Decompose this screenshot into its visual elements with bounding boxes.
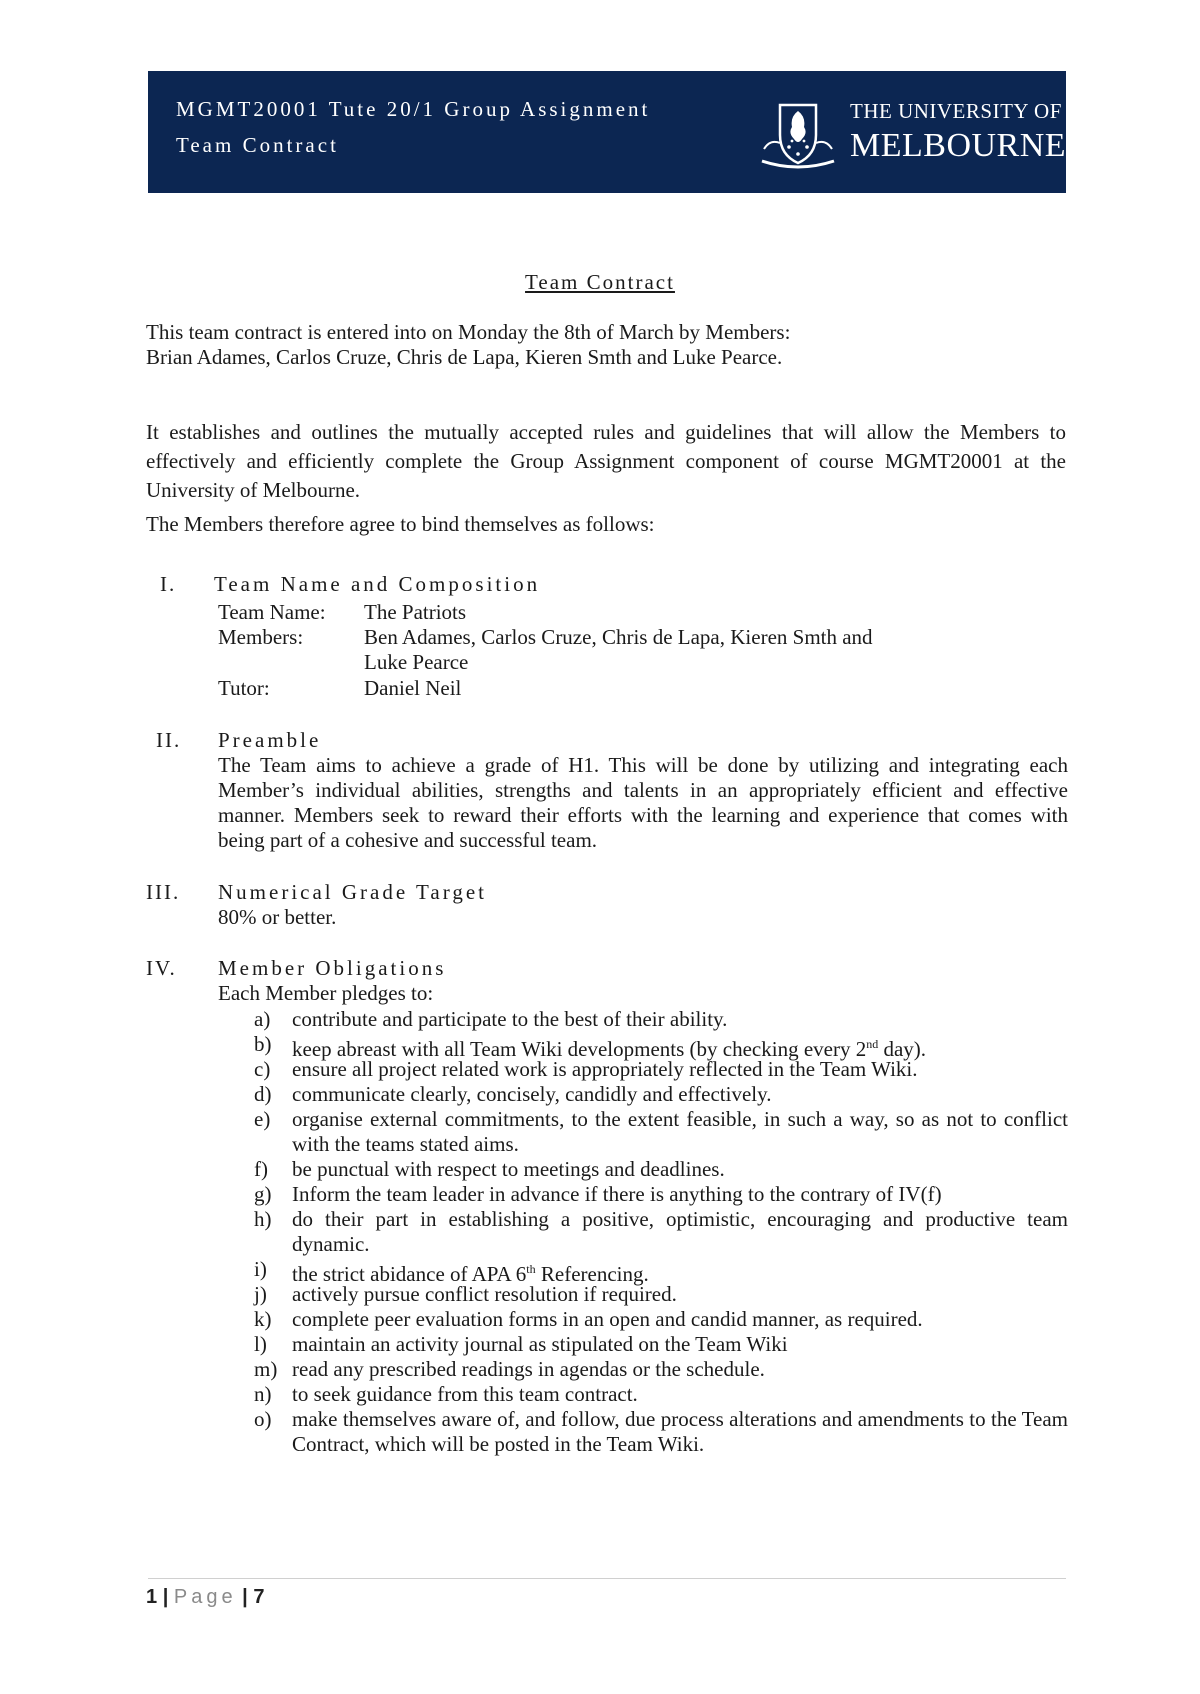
list-item: to seek guidance from this team contract. <box>292 1382 638 1406</box>
footer-divider <box>148 1578 1066 1579</box>
list-item: organise external commitments, to the extent feasible, in such a way, so as not to conflict with the teams stated aims. <box>292 1107 1068 1156</box>
tutor-value: Daniel Neil <box>364 676 462 700</box>
intro-paragraph: It establishes and outlines the mutually accepted rules and guidelines that will allow the Members to effectively and efficiently complete the Group Assignment component of course MGMT20001 at the University of Melbourne. <box>146 420 1066 502</box>
footer-separator: | <box>162 1586 169 1608</box>
list-item-letter: m) <box>254 1357 278 1381</box>
section-2-number: II. <box>156 728 182 752</box>
university-label: THE UNIVERSITY OF <box>850 99 1062 123</box>
intro-lead: The Members therefore agree to bind themselves as follows: <box>146 512 655 536</box>
list-item: Inform the team leader in advance if there is anything to the contrary of IV(f) <box>292 1182 942 1206</box>
section-3-title: Numerical Grade Target <box>218 880 487 904</box>
footer-separator: | <box>242 1586 248 1608</box>
section-4-number: IV. <box>146 956 177 980</box>
list-item-letter: b) <box>254 1032 272 1056</box>
section-4-title: Member Obligations <box>218 956 447 980</box>
list-item: complete peer evaluation forms in an open and candid manner, as required. <box>292 1307 923 1331</box>
team-name-label: Team Name: <box>218 600 326 624</box>
header-doc-line: Team Contract <box>176 133 339 157</box>
page-word: Page <box>173 1586 237 1608</box>
list-item-letter: l) <box>254 1332 267 1356</box>
list-item: contribute and participate to the best of their ability. <box>292 1007 728 1031</box>
list-item: communicate clearly, concisely, candidly and effectively. <box>292 1082 772 1106</box>
list-item-letter: o) <box>254 1407 272 1431</box>
header-banner <box>148 71 1066 193</box>
list-item: make themselves aware of, and follow, due process alterations and amendments to the Team Contract, which will be posted in the Team Wiki. <box>292 1407 1068 1456</box>
list-item-letter: j) <box>254 1282 267 1306</box>
list-item: read any prescribed readings in agendas or the schedule. <box>292 1357 765 1381</box>
header-course-line: MGMT20001 Tute 20/1 Group Assignment <box>176 97 651 121</box>
list-item-letter: n) <box>254 1382 272 1406</box>
section-3-number: III. <box>146 880 181 904</box>
list-item-letter: f) <box>254 1157 268 1181</box>
list-item-letter: i) <box>254 1257 267 1281</box>
list-item: be punctual with respect to meetings and deadlines. <box>292 1157 725 1181</box>
section-1-number: I. <box>160 572 177 596</box>
document-title-text: Team Contract <box>525 270 675 294</box>
list-item-text: keep abreast with all Team Wiki developments (by checking every 2 <box>292 1037 867 1061</box>
section-4-lead: Each Member pledges to: <box>218 981 434 1005</box>
list-item: maintain an activity journal as stipulated on the Team Wiki <box>292 1332 788 1356</box>
list-item-letter: a) <box>254 1007 271 1031</box>
ordinal-suffix: th <box>526 1262 536 1276</box>
page-footer <box>146 1586 264 1609</box>
university-crest-icon <box>760 99 836 169</box>
members-value-line-2: Luke Pearce <box>364 650 469 674</box>
list-item: ensure all project related work is appropriately reflected in the Team Wiki. <box>292 1057 918 1081</box>
list-item: actively pursue conflict resolution if required. <box>292 1282 677 1306</box>
list-item-text-end: Referencing. <box>535 1262 649 1286</box>
section-2-body: The Team aims to achieve a grade of H1. This will be done by utilizing and integrating each Member’s individual abilities, strengths and talents in an appropriately efficient and effective manner. Members seek to reward their efforts with the learning and experience that comes with being part of a cohesive and successful team. <box>218 753 1068 852</box>
list-item-letter: h) <box>254 1207 272 1231</box>
list-item-letter: k) <box>254 1307 272 1331</box>
section-1-title: Team Name and Composition <box>214 572 541 596</box>
members-value-line-1: Ben Adames, Carlos Cruze, Chris de Lapa, Kieren Smth and <box>364 625 873 649</box>
list-item: do their part in establishing a positive, optimistic, encouraging and productive team dynamic. <box>292 1207 1068 1256</box>
page-total: 7 <box>253 1586 265 1608</box>
intro-line-1: This team contract is entered into on Monday the 8th of March by Members: <box>146 320 791 344</box>
list-item-text-end: day). <box>878 1037 927 1061</box>
members-label: Members: <box>218 625 304 649</box>
list-item-letter: e) <box>254 1107 271 1131</box>
list-item-text: the strict abidance of APA 6 <box>292 1262 527 1286</box>
section-3-body: 80% or better. <box>218 905 337 929</box>
list-item-letter: d) <box>254 1082 272 1106</box>
university-name: MELBOURNE <box>850 127 1067 164</box>
list-item-letter: c) <box>254 1057 271 1081</box>
team-name-value: The Patriots <box>364 600 467 624</box>
page-number: 1 <box>146 1586 158 1608</box>
list-item-letter: g) <box>254 1182 272 1206</box>
intro-line-2: Brian Adames, Carlos Cruze, Chris de Lapa, Kieren Smth and Luke Pearce. <box>146 345 783 369</box>
document-title <box>0 270 1200 295</box>
ordinal-suffix: nd <box>866 1037 879 1051</box>
tutor-label: Tutor: <box>218 676 270 700</box>
section-2-title: Preamble <box>218 728 322 752</box>
